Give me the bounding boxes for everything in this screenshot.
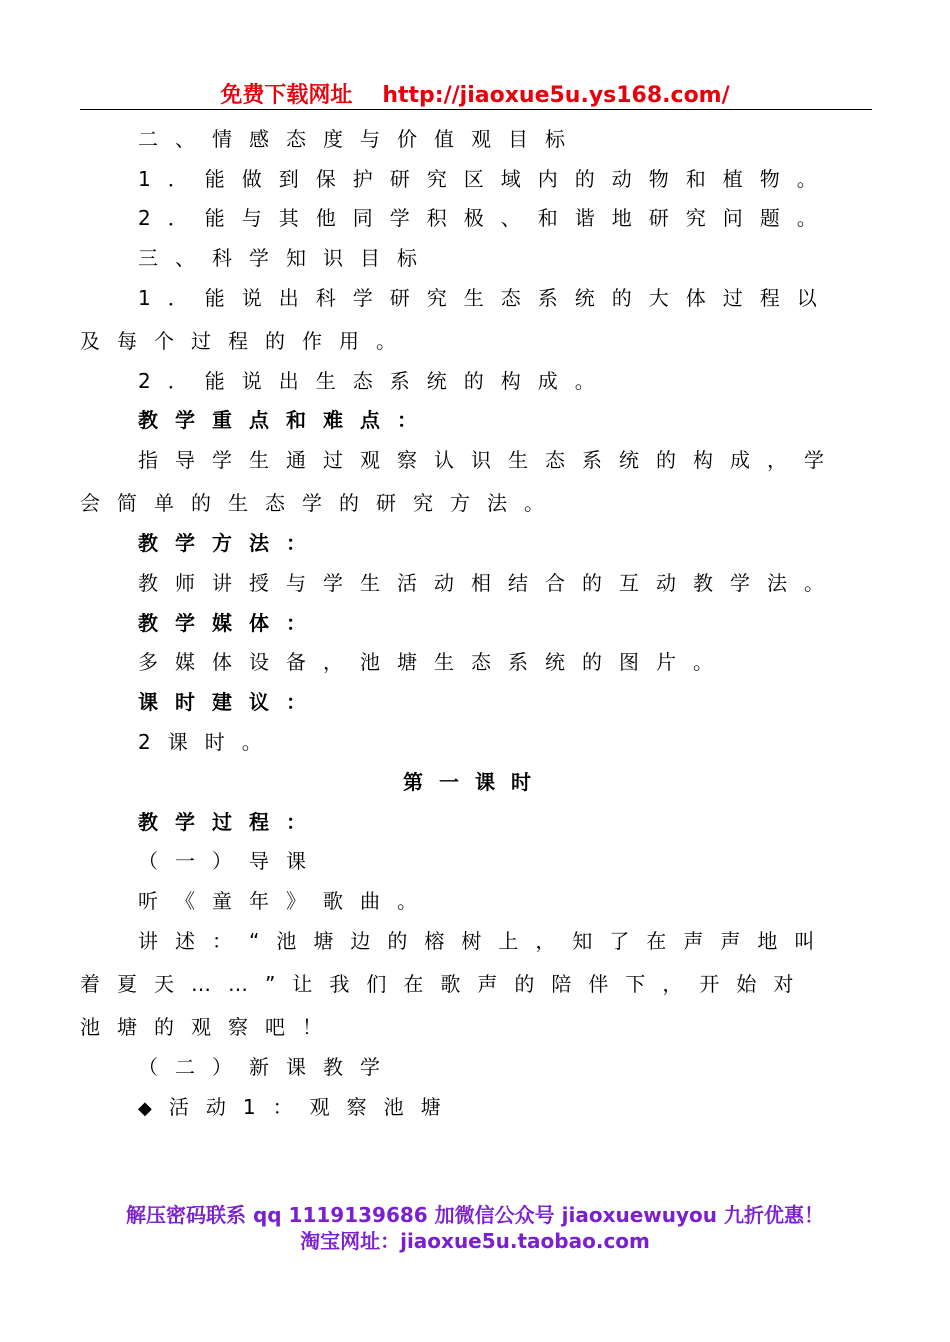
objective-heading-knowledge: 三、科学知识目标 <box>138 246 434 270</box>
objective-item: 2．能说出生态系统的构成。 <box>138 369 612 393</box>
activity-label: 活动1：观察池塘 <box>168 1095 458 1119</box>
objective-item-continued: 及每个过程的作用。 <box>80 329 413 353</box>
heading-media: 教学媒体： <box>138 611 323 635</box>
section-title: 第一课时 <box>403 770 547 794</box>
objective-item: 1．能做到保护研究区域内的动物和植物。 <box>138 167 834 191</box>
paragraph: 指导学生通过观察认识生态系统的构成，学 <box>138 448 841 472</box>
objective-item: 1．能说出科学研究生态系统的大体过程以 <box>138 286 834 310</box>
header-url-link[interactable]: http://jiaoxue5u.ys168.com/ <box>382 83 730 108</box>
heading-hours: 课时建议： <box>138 690 323 714</box>
header-divider <box>80 109 872 110</box>
objective-heading-attitude: 二、情感态度与价值观目标 <box>138 127 582 151</box>
paragraph-continued: 着夏天……”让我们在歌声的陪伴下，开始对 <box>80 972 811 996</box>
subheading: （一）导课 <box>138 849 323 873</box>
subheading: （二）新课教学 <box>138 1055 397 1079</box>
heading-key-points: 教学重点和难点： <box>138 408 434 432</box>
footer-contact: 解压密码联系 qq 1119139686 加微信公众号 jiaoxuewuyou 九折优惠！ <box>126 1203 824 1227</box>
paragraph-continued: 会简单的生态学的研究方法。 <box>80 491 561 515</box>
paragraph: 多媒体设备，池塘生态系统的图片。 <box>138 650 730 674</box>
paragraph-continued: 池塘的观察吧！ <box>80 1015 339 1039</box>
paragraph: 2课时。 <box>138 730 279 754</box>
paragraph: 听《童年》歌曲。 <box>138 889 434 913</box>
paragraph: 教师讲授与学生活动相结合的互动教学法。 <box>138 571 841 595</box>
heading-process: 教学过程： <box>138 810 323 834</box>
objective-item: 2．能与其他同学积极、和谐地研究问题。 <box>138 206 834 230</box>
diamond-bullet-icon: ◆ <box>138 1098 169 1119</box>
activity-item <box>138 1095 458 1121</box>
download-header <box>0 78 950 109</box>
footer-shop-link[interactable]: 淘宝网址：jiaoxue5u.taobao.com <box>300 1229 650 1253</box>
heading-method: 教学方法： <box>138 531 323 555</box>
paragraph: 讲述：“池塘边的榕树上，知了在声声地叫 <box>138 929 832 953</box>
header-label: 免费下载网址 <box>220 83 353 108</box>
